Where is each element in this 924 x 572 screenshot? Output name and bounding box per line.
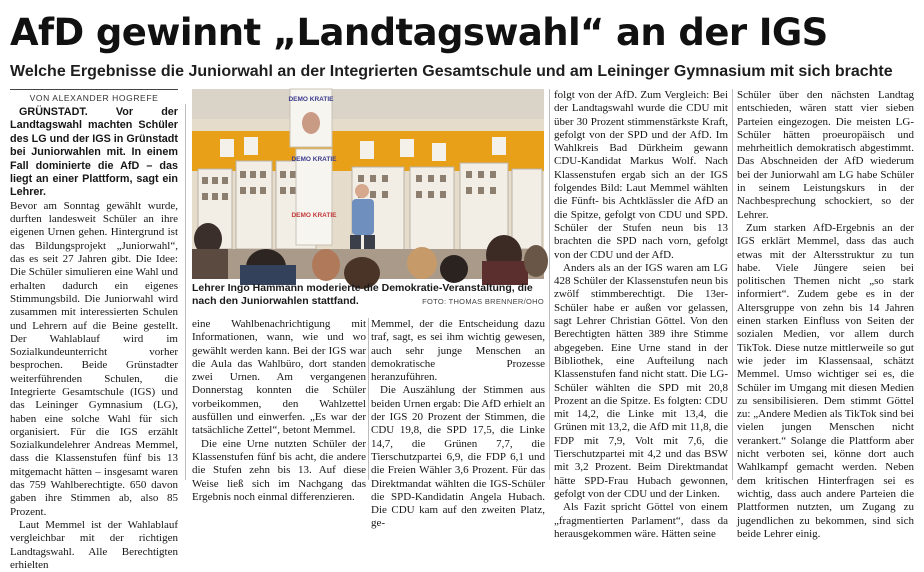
article-column-1 bbox=[10, 106, 178, 571]
paragraph: Zum starken AfD-Ergebnis an der IGS erklärt Memmel, dass das auch etwas mit der Altersstruktur zu tun habe. Viele Jüngere seien bei politischen Themen nicht „so stark informiert“. Zudem gebe es in der Altersgruppe von zehn bis 14 Jahren einen starken Einfluss von Seiten der sozialen Medien, vor allem durch TikTok. Diese nutze mittlerweile so gut wie jeder im Klassensaal, schätzt Memmel. Umso wichtiger sei es, die Schüler im Umgang mit diesen Medien zu sensibilisieren. Dem stimmt Göttel zu: „Andere Medien als TikTok sind bei vielen jungen Menschen nicht verankert.“ Solange die Plattform aber nicht verboten sei, könne dort auch Wahlkampf gemacht werden. Neben dem kritischen Hinterfragen sei es wichtig, dass auch andere Parteien die Plattformen nutzten, um Zugang zu jugendlichen zu bekommen, sind sich beide Lehrer einig. bbox=[737, 221, 914, 540]
lede bbox=[10, 106, 178, 200]
paragraph: Die Auszählung der Stimmen aus beiden Urnen ergab: Die AfD erhielt an der IGS 20 Prozent der Stimmen, die CDU 19,8, die SPD 17,5, die Linke 14,7, die Grünen 7,7, die Tierschutzpartei 6,9, die FDP 6,1 und die Freien Wähler 3,6 Prozent. Für das Direktmandat wählten die IGS-Schüler die SPD-Kandidatin Angela Hubach. Die CDU kam auf den zweiten Platz, ge- bbox=[371, 384, 545, 530]
photo-caption bbox=[192, 282, 544, 307]
banner-left-text: DEMO KRATIE bbox=[291, 156, 337, 163]
subheadline: Welche Ergebnisse die Juniorwahl an der Integrierten Gesamtschule und am Leininger Gymnasium mit sich brachte bbox=[10, 63, 893, 80]
paragraph: Die eine Urne nutzten Schüler der Klassenstufen fünf bis acht, die andere die Stufen zehn bis 13. Auf diese Weise ließ sich im Nachgang das Ergebnis noch einmal differenzieren. bbox=[192, 437, 366, 503]
headline: AfD gewinnt „Landtagswahl“ an der IGS bbox=[10, 11, 828, 54]
paragraph: Laut Memmel ist der Wahlablauf vergleichbar mit der richtigen Landtagswahl. Alle Berechtigten erhielten bbox=[10, 518, 178, 571]
column-rule bbox=[185, 104, 186, 480]
banner-top-text: DEMO KRATIE bbox=[288, 96, 334, 103]
paragraph: Als Fazit spricht Göttel von einem „fragmentierten Parlament“, dass da herausgekommen wäre. Hätten seine bbox=[554, 501, 728, 540]
article-column-5 bbox=[737, 89, 914, 540]
photo-illustration bbox=[192, 89, 544, 279]
column-rule bbox=[549, 89, 550, 480]
column-rule bbox=[368, 318, 369, 480]
paragraph: Schüler über den nächsten Landtag entschieden, wären statt vier sieben Parteien eingezogen. Die meisten LG-Schüler hätten proeuropäisch und mehrheitlich demokratisch abgestimmt. Das Abschneiden der AfD wiederum bei der Juniorwahl am LG habe Schüler in seinem Leistungskurs in der Nachbesprechung schockiert, so der Lehrer. bbox=[737, 89, 914, 221]
photo-credit: FOTO: THOMAS BRENNER/OHO bbox=[422, 296, 544, 306]
banner-bottom-text: DEMO KRATIE bbox=[291, 212, 337, 219]
paragraph: Bevor am Sonntag gewählt wurde, durften landesweit Schüler an ihre eigenen Urnen gehen. Hintergrund ist das Bildungsprojekt „Juniorwahl“, das es seit 27 Jahren gibt. Die Idee: Die Schüler simulieren eine Wahl und erhalten dadurch ein eigenes Stimmungsbild. Die Juniorwahl wird zusammen mit interessierten Schulen und Lehrern auf die Beine gestellt. Der Wahlablauf wird im Sozialkundeunterricht vorher besprochen. Beide Grünstadter weiterführenden Schulen, die Integrierte Gesamtschule (IGS) und das Leininger Gymnasium (LG), haben eine solche Wahl für sich organisiert. Für die IGS erzählt Sozialkundelehrer Andreas Memmel, dass die Klassenstufen fünf bis 13 mitgemacht hätten – insgesamt waren das 759 Wahlberechtigte. 650 davon gaben ihre Stimmen ab, also 85 Prozent. bbox=[10, 199, 178, 518]
paragraph: eine Wahlbenachrichtigung mit Informationen, wann, wie und wo gewählt werden kann. Bei der IGS war die Aula das Wahlbüro, dort standen zwei Urnen. Am vergangenen Donnerstag konnten die Schüler vorbeikommen, den Wahlzettel ausfüllen und einwerfen. „Es war der tatsächliche Zettel“, betont Memmel. bbox=[192, 318, 366, 437]
article-column-4 bbox=[554, 89, 728, 540]
paragraph: Anders als an der IGS waren am LG 428 Schüler der Klassenstufen neun bis zwölf stimmberechtigt. Die 13er-Schüler habe er außen vor gelassen, sagt Lehrer Christian Göttel. Von den Berechtigten hätten 389 ihre Stimme abgegeben. Eine Urne stand in der Bibliothek, eine Aufteilung nach Klassenstufen fand nicht statt. Die LG-Schüler wählten die SPD mit 20,8 Prozent an die Spitze. Es folgten: CDU mit 14,2, die Linke mit 13,4, die Grünen mit 13,2, die AfD mit 11,8, die FDP mit 7,9, Volt mit 7,6, die Tierschutzpartei mit 4,2 und das BSW mit 3,2 Prozent. Beim Direktmandat hätte SPD-Frau Hubach gewonnen, gefolgt von der CDU und der Linken. bbox=[554, 261, 728, 500]
paragraph: Memmel, der die Entscheidung dazu traf, sagt, es sei ihm wichtig gewesen, auch sehr junge Menschen an demokratische Prozesse heranzuführen. bbox=[371, 318, 545, 384]
column-rule bbox=[732, 89, 733, 480]
caption-text: Lehrer Ingo Hammann moderierte die Demokratie-Veranstaltung, die nach den Juniorwahlen stattfand. bbox=[192, 282, 533, 307]
paragraph: folgt von der AfD. Zum Vergleich: Bei der Landtagswahl wurde die CDU mit über 30 Prozent stimmenstärkste Kraft, gefolgt von der SPD und der AfD. Im Wahlkreis Bad Dürkheim gewann CDU-Kandidat Markus Wolf. Nach Klassenstufen ergab sich an der IGS folgendes Bild: Laut Memmel wählten die Fünft- bis Achtklässler die AfD an die Spitze, gefolgt von CDU und SPD. Schüler der Stufen neun bis 13 brachten die SPD nach vorn, gefolgt von der CDU und der AfD. bbox=[554, 89, 728, 261]
article-column-2 bbox=[192, 318, 366, 503]
event-photo bbox=[192, 89, 544, 279]
byline: VON ALEXANDER HOGREFE bbox=[10, 89, 178, 103]
lede-city: GRÜNSTADT. bbox=[19, 106, 88, 118]
article-column-3 bbox=[371, 318, 545, 530]
lede-text: Vor der Landtagswahl machten Schüler des LG und der IGS in Grünstadt bei Juniorwahlen mit. In einem Fall dominierte die AfD – das liegt an einer Plattform, sagt ein Lehrer. bbox=[10, 106, 178, 199]
